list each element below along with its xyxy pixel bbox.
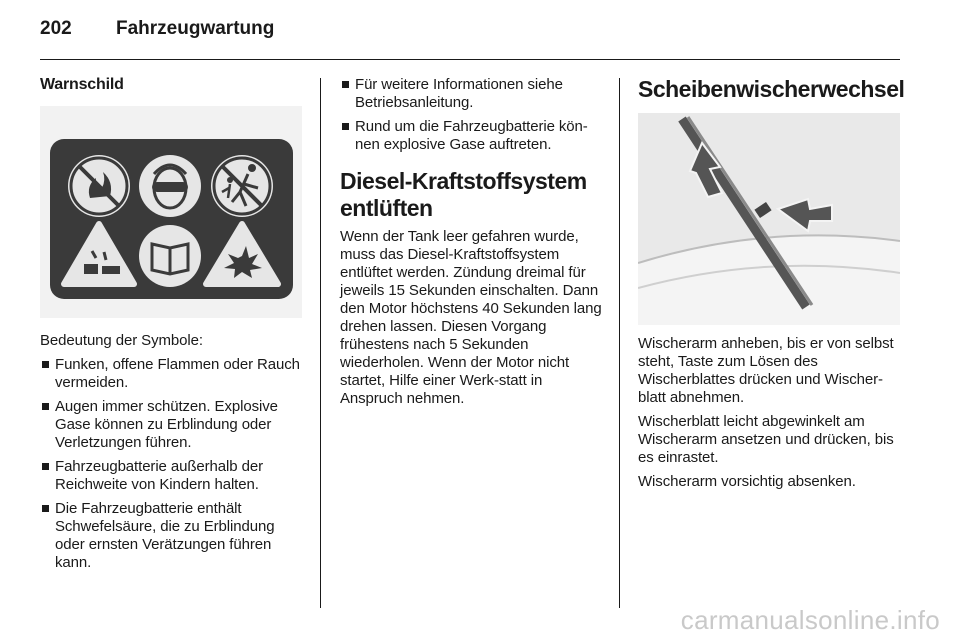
keep-children-away-icon [211,155,273,217]
section-heading-diesel: Diesel-Kraftstoffsystem entlüften [340,168,587,221]
page-number: 202 [40,18,72,39]
column-diesel [340,76,605,414]
symbol-meaning-list [40,356,302,572]
column-divider-2 [619,78,620,608]
diesel-instructions: Wenn der Tank leer gefahren wurde, muss das Diesel-Kraftstoffsystem entlüftet werden. Zündung dreimal für jeweils 15 Sekunden einschalten. Dann den Motor höchstens 40 Sekunden lang drehen lassen. Diesen Vorgang frühestens nach 5 Sekunden wiederholen. Wenn der Motor nicht startet, Hilfe einer Werk-statt in Anspruch nehmen. [340,228,602,407]
list-item: Augen immer schützen. Explosive Gase können zu Erblindung oder Verletzungen führen. [40,398,302,452]
warning-label-illustration [40,106,302,318]
wiper-step-1: Wischerarm anheben, bis er von selbst steht, Taste zum Lösen des Wischerblattes drücken und Wischer-blatt abnehmen. [638,335,894,406]
wiper-blade-illustration [638,113,900,325]
column-wiper [638,76,905,497]
page-header [40,18,274,48]
column-divider-1 [320,78,321,608]
list-item: Fahrzeugbatterie außerhalb der Reichweite von Kindern halten. [40,458,302,494]
read-manual-icon [139,225,201,287]
symbols-intro: Bedeutung der Symbole: [40,332,203,349]
list-item: Rund um die Fahrzeugbatterie kön-nen explosive Gase auftreten. [340,118,605,154]
list-item: Die Fahrzeugbatterie enthält Schwefelsäure, die zu Erblindung oder ernsten Verätzungen führen kann. [40,500,302,572]
page-title: Fahrzeugwartung [116,18,275,39]
list-item: Für weitere Informationen siehe Betriebsanleitung. [340,76,605,112]
column-warning-label [40,76,302,578]
eye-protection-icon [139,155,201,217]
section-heading-warnschild: Warnschild [40,76,124,93]
section-heading-wiper: Scheibenwischerwechsel [638,76,905,102]
watermark: carmanualsonline.info [680,605,940,635]
wiper-step-3: Wischerarm vorsichtig absenken. [638,473,856,490]
header-divider [40,59,900,60]
wiper-step-2: Wischerblatt leicht abgewinkelt am Wischerarm ansetzen und drücken, bis es einrastet. [638,413,894,466]
no-flame-icon [68,155,130,217]
list-item: Funken, offene Flammen oder Rauch vermeiden. [40,356,302,392]
battery-info-list [340,76,605,154]
